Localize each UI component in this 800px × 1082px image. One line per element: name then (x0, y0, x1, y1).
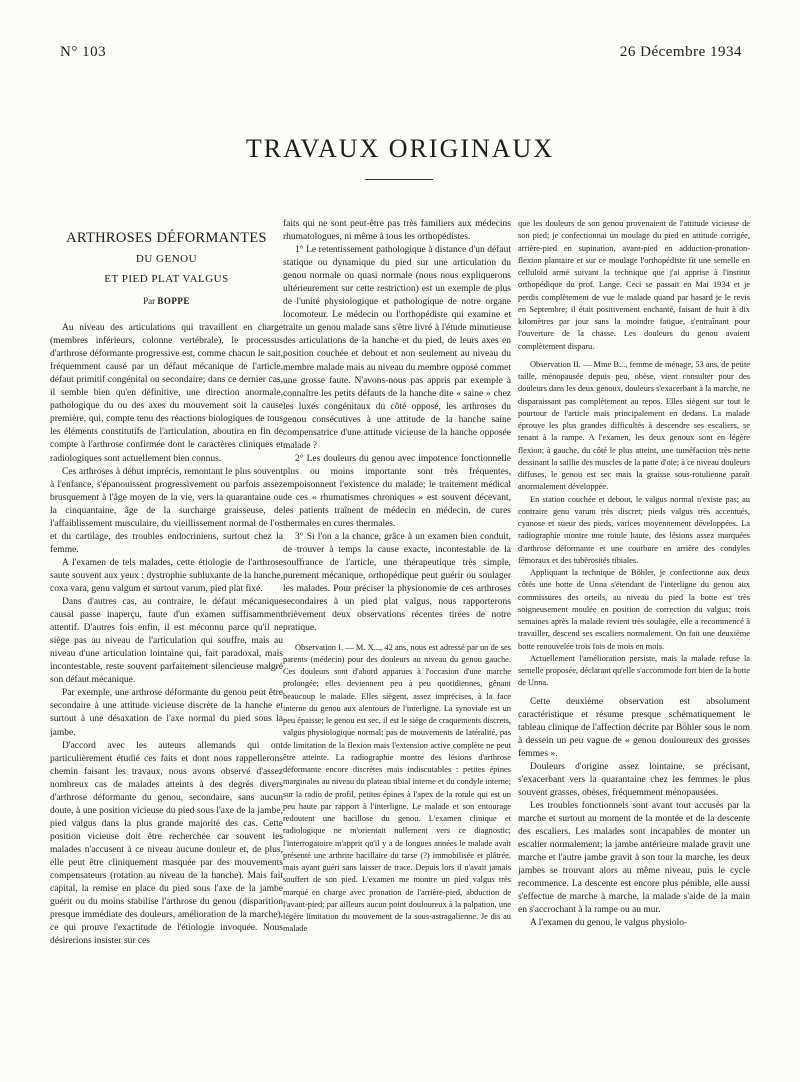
paragraph: Douleurs d'origine assez lointaine, se précisant, s'exacerbant vers la quarantaine chez les femmes le plus souvent grasses, obèses, fréquemment ménopausées. (518, 761, 750, 798)
paragraph: 3° Si l'on a la chance, grâce à un examen bien conduit, de trouver à temps la cause exacte, incontestable de la souffrance de l'article, une thérapeutique très simple, purement mécanique, orthopédique peut guérir ou soulager les malades. Pour préciser la physionomie de ces arthroses secondaires à un pied plat valgus, nous rapporterons brièvement deux observations récentes tirées de notre pratique. (283, 532, 511, 634)
observation-paragraph: que les douleurs de son genou provenaient de l'attitude vicieuse de son pied; je confectionnai un moulage du pied en attitude corrigée, arrière-pied en supination, avant-pied en adduction-pronation-flexion plantaire et sur ce moulage l'orthopédiste fit une semelle en celluloïd armé suivant la technique que j'ai apprise à l'institut orthopédique du prof. Lange. Ceci se passait en Mai 1934 et je perdis complètement de vue le malade quand par hasard je le revis en Septembre; il était positivement enchanté, faisant de huit à dix kilomètres par jour sans la moindre fatigue, s'entraînant pour l'ouverture de la chasse. Les douleurs du genou avaient complètement disparu. (518, 219, 750, 351)
byline-prefix: Par (143, 296, 156, 306)
text-column-2 (283, 218, 511, 1068)
issue-date: 26 Décembre 1934 (619, 44, 742, 60)
paragraph: Dans d'autres cas, au contraire, le défaut mécanique causal passe inaperçu, faute d'un examen suffisamment attentif. D'autres fois enfin, il est méconnu parce qu'il ne siège pas au niveau de l'articulation qui souffre, mais au niveau d'une articulation lointaine qui, fait paradoxal, mais incontestable, reste souvent parfaitement silencieuse malgré son défaut mécanique. (50, 597, 283, 686)
article-subtitle-2: ET PIED PLAT VALGUS (104, 273, 229, 285)
byline (50, 295, 283, 308)
paragraph: Au niveau des articulations qui travaillent en charge (membres inférieurs, colonne vertébrale), le processus d'arthrose déformante progressive est, comme chacun le sait, fréquemment causé par un défaut mécanique de l'article, défaut primitif congénital ou secondaire; dans ce dernier cas, il semble bien qu'en définitive, une direction anormale, pathologique du ou des axes du mouvement soit la cause première, qui, compte tenu des réactions biologiques de tous les éléments constitutifs de l'articulation, aboutira en fin de compte à l'arthrose confirmée dont le caractères cliniques et radiologiques sont actuellement bien connus. (50, 323, 283, 464)
observation-paragraph: Appliquant la technique de Böhler, je confectionne aux deux côtés une botte de Unna s'étendant de l'interligne du genou aux commissures des orteils, au niveau du pied la botte est très soigneusement moulée en position de correction du valgus; trois semaines après la malade revient très soulagée, elle a recommencé à travailler, descend ses escaliers normalement. On fait une deuxième botte renouvelée trois fois de mois en mois. (518, 568, 750, 651)
paragraph: Cette deuxième observation est absolument caractéristique et résume presque schématiquement le tableau clinique de l'affection décrite par Böhler sous le nom à dessein un peu vague de « genou douloureux des grosses femmes ». (518, 696, 750, 759)
observation-paragraph: Observation I. — M. X..., 42 ans, nous est adressé par un de ses parents (médecin) pour des douleurs au niveau du genou gauche. Ces douleurs sont d'abord apparues à l'occasion d'une marche prolongée; elles deviennent peu à peu quotidiennes, gênant beaucoup le malade. Elles siègent, assez imprécises, à la face interne du genou aux alentours de l'interligne. La synoviale est un peu épaisse; le genou est sec, il est le siège de craquements discrets, valgus physiologique normal; pas de mouvements de latéralité, pas de limitation de la flexion mais l'extension active complète ne peut être atteinte. La radiographie montre des lésions d'arthrose déformante encore discrètes mais indiscutables : petites épines marginales au niveau du plateau tibial interne et du condyle interne; sur la radio de profil, petites épines à l'apex de la rotule qui est un peu haute par rapport à l'interligne. Le malade et son entourage redoutent une bacillose du genou. L'examen clinique et radiologique ne m'orientait nullement vers ce diagnostic; l'interrogatoire m'apprit qu'il y a de longues années le malade avait présenté une arthrite bacillaire du tarse (?) immobilisée et plâtrée, mais ayant guéri sans laisser de trace. Depuis lors il n'avait jamais souffert de son pied. L'examen me montre un pied valgus très marqué en charge avec pronation de l'arrière-pied, abduction de l'avant-pied; par ailleurs aucun point douloureux à la palpation, une légère limitation du mouvement de la sous-astragalienne. Je dis au malade (283, 642, 511, 934)
text-column-1 (50, 218, 283, 1068)
article-title: ARTHROSES DÉFORMANTES (66, 230, 267, 246)
issue-number: N° 103 (60, 44, 107, 60)
title-rule (365, 179, 433, 180)
text-column-3 (518, 218, 750, 1068)
observation-paragraph: En station couchée et debout, le valgus normal n'existe pas; au contraire genu varum très discret; pieds valgus très accentués, cyanose et sueur des pieds, varices moyennement développées. La radiographie montre une rotule haute, des lésions assez marquées d'arthrose déformante et une courbure en arrière des condyles fémoraux et des tubérosités tibiales. (518, 494, 750, 565)
section-title: TRAVAUX ORIGINAUX (245, 134, 555, 163)
running-head (60, 44, 742, 61)
paragraph: A l'examen du genou, le valgus physiolo- (530, 918, 688, 929)
paragraph: Ces arthroses à début imprécis, remontant le plus souvent à l'enfance, s'épanouissent progressivement ou parfois assez brusquement à l'âge moyen de la vie, vers la quarantaine ou la cinquantaine, âge de la surcharge graisseuse, de l'affaiblissement musculaire, du vieillissement normal de l'os et du cartilage, des troubles endocriniens, surtout chez la femme. (50, 466, 283, 555)
paragraph: 2° Les douleurs du genou avec impotence fonctionnelle plus ou moins importante sont très fréquentes, empoisonnent l'existence du malade; le traitement médical de ces « rhumatismes chroniques » est souvent décevant, les patients traînent de médecin en médecin, de cures thermales en cures thermales. (283, 453, 511, 530)
paragraph: D'accord avec les auteurs allemands qui ont particulièrement étudié ces faits et dont nous rappellerons chemin faisant les travaux, nous avons observé d'assez nombreux cas de malades atteints à des degrés divers d'arthrose déformante du genou, secondaire, sans aucun doute, à une position vicieuse du pied sous l'axe de la jambe, pied valgus dans la plus grande majorité des cas. Cette position vicieuse doit être recherchée car souvent les malades n'accusent à ce niveau aucune douleur et, de plus, elle peut être cliniquement masquée par des mouvements compensateurs (rotation au niveau de la hanche). Mais fait capital, la remise en place du pied sous l'axe de la jambe guérit ou du moins stabilise l'arthrose du genou (disparition presque immédiate des douleurs, amélioration de la marche), ce qui prouve l'exactitude de l'étiologie invoquée. Nous désirerions insister sur ces (50, 740, 283, 947)
paragraph: 1° Le retentissement pathologique à distance d'un défaut statique ou dynamique du pied sur une articulation du genou normale ou quasi normale (nous nous expliquerons ultérieurement sur cette restriction) est un exemple de plus de l'unité physiologique et pathologique de notre organe locomoteur. Le médecin ou l'orthopédiste qui examine et traite un genou malade sans s'être livré à l'étude minutieuse des articulations de la hanche et du pied, de leurs axes en position couchée et debout et non seulement au niveau du membre malade mais au niveau du membre opposé commet une grosse faute. N'avons-nous pas appris par exemple à connaître les petits défauts de la hanche dite « saine » chez les luxés congénitaux du côté opposé, les arthroses du genou consécutives à une attitude de la hanche saine compensatrice d'une attitude vicieuse de la hanche opposée malade ? (283, 245, 511, 451)
paragraph: faits qui ne sont peut-être pas très familiers aux médecins rhumatologues, ni même à tous les orthopédistes. (283, 219, 511, 243)
observation-paragraph: Observation II. — Mme B..., femme de ménage, 53 ans, de petite taille, ménopausée depuis peu, obèse, vient consulter pour des douleurs dans les deux genoux, douleurs s'exacerbant à la marche, ne disparaissant pas complètement au repos. Elles siègent sur tout le pourtour de l'article mais principalement en dedans. La malade éprouve les plus grandes difficultés à descendre ses escaliers, se tenant à la rampe. A l'examen, les deux genoux sont en légère flexion; à gauche, du côté le plus atteint, une tuméfaction très nette dessinant la saillie des muscles de la patte d'oie; à ce niveau douleurs diffuses, le genou est sec mais la graisse sous-rotulienne paraît anormalement développée. (518, 359, 750, 492)
paragraph: Les troubles fonctionnels sont avant tout accusés par la marche et surtout au moment de la montée et de la descente des escaliers. Les malades sont incapables de monter un escalier normalement; la jambe antérieure malade gravit une marche et l'autre jambe gravit à son tour la marche, les deux jambes se trouvant alors au même niveau, puis le cycle recommence. La descente est encore plus pénible, elle aussi s'effectue de marche à marche, la malade s'aide de la main en s'accrochant à la rampe ou au mur. (518, 800, 750, 916)
paragraph: Par exemple, une arthrose déformante du genou peut être secondaire à une attitude vicieuse discrète de la hanche et surtout à une désaxation de l'axe normal du pied sous la jambe. (50, 688, 283, 738)
paragraph: A l'examen de tels malades, cette étiologie de l'arthrose saute souvent aux yeux : dystrophie subluxante de la hanche, coxa vara, genu valgum et surtout varum, pied plat fixé. (50, 557, 283, 594)
article-subtitle-1: DU GENOU (135, 253, 198, 265)
observation-paragraph: Actuellement l'amélioration persiste, mais la malade refuse la semelle proposée, déclarant qu'elle s'accommode fort bien de la botte de Unna. (518, 653, 750, 688)
author-name: BOPPE (157, 296, 190, 306)
